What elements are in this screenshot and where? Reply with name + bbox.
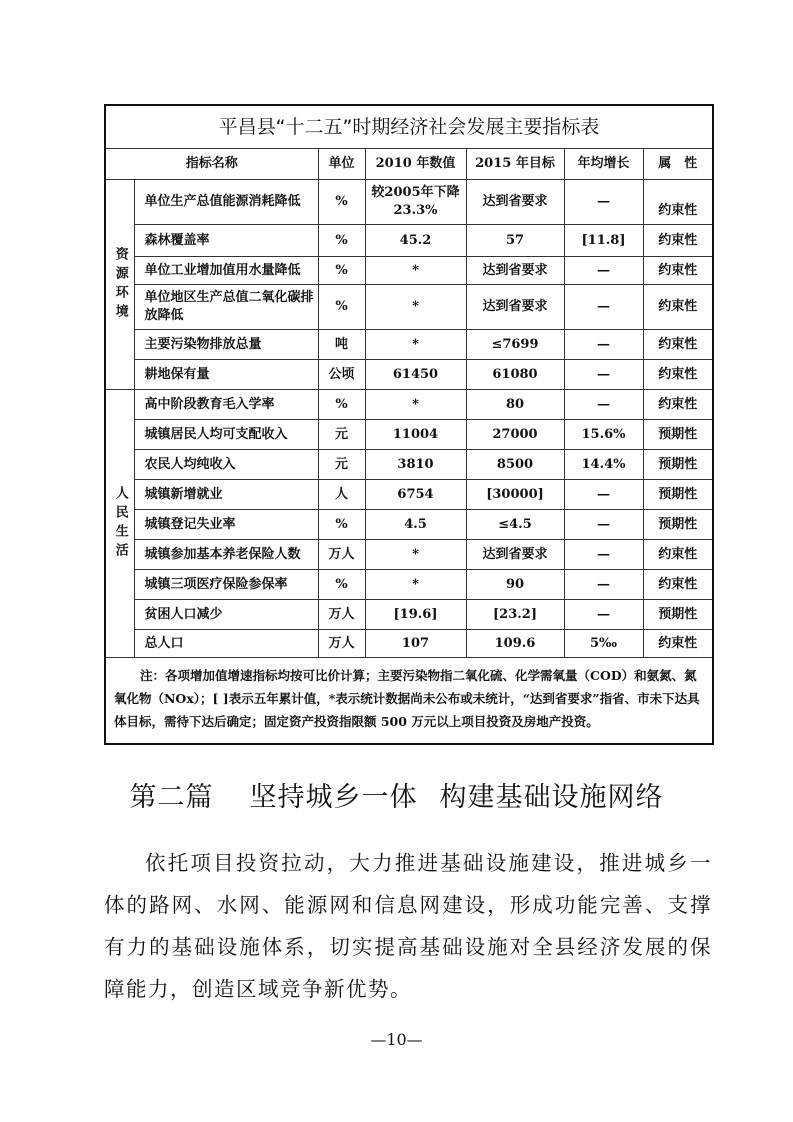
cell-annual-growth: 15.6% bbox=[564, 420, 643, 450]
table-notes: 注：各项增加值增速指标均按可比价计算；主要污染物指二氧化硫、化学需氧量（COD）和氨氮、氮氧化物（NOx）；[ ]表示五年累计值，*表示统计数据尚未公布或未统计，“达到省要求”指省、市未下达具体目标，需待下达后确定；固定资产投资指限额 500 万元以上项目投资及房地产投资。 bbox=[106, 658, 712, 744]
section-heading bbox=[0, 775, 793, 814]
cell-annual-growth: — bbox=[564, 360, 643, 390]
cell-name: 耕地保有量 bbox=[134, 360, 318, 390]
cell-value-2010: 61450 bbox=[365, 360, 466, 390]
table-title: 平昌县“十二五”时期经济社会发展主要指标表 bbox=[106, 106, 712, 149]
cell-value-2010: * bbox=[365, 540, 466, 570]
cell-target-2015: 27000 bbox=[466, 420, 564, 450]
group-cell bbox=[106, 180, 134, 390]
cell-value-2010: 6754 bbox=[365, 480, 466, 510]
cell-unit: 人 bbox=[318, 480, 365, 510]
page-number: —10— bbox=[370, 1030, 423, 1049]
cell-annual-growth: — bbox=[564, 257, 643, 285]
cell-target-2015: 8500 bbox=[466, 450, 564, 480]
cell-value-2010: * bbox=[365, 257, 466, 285]
header-name: 指标名称 bbox=[106, 149, 318, 180]
cell-target-2015: 达到省要求 bbox=[466, 285, 564, 330]
cell-name: 城镇居民人均可支配收入 bbox=[134, 420, 318, 450]
cell-name: 主要污染物排放总量 bbox=[134, 330, 318, 360]
cell-target-2015: 57 bbox=[466, 225, 564, 257]
cell-target-2015: [30000] bbox=[466, 480, 564, 510]
cell-target-2015: 达到省要求 bbox=[466, 180, 564, 225]
table-row bbox=[106, 180, 712, 225]
cell-unit: % bbox=[318, 390, 365, 420]
cell-attribute: 约束性 bbox=[643, 360, 712, 390]
cell-target-2015: 61080 bbox=[466, 360, 564, 390]
cell-attribute: 预期性 bbox=[643, 420, 712, 450]
cell-target-2015: ≤7699 bbox=[466, 330, 564, 360]
cell-value-2010: * bbox=[365, 330, 466, 360]
cell-name: 农民人均纯收入 bbox=[134, 450, 318, 480]
cell-annual-growth: [11.8] bbox=[564, 225, 643, 257]
table-row bbox=[106, 600, 712, 630]
cell-value-2010: 3810 bbox=[365, 450, 466, 480]
cell-unit: % bbox=[318, 285, 365, 330]
cell-value-2010: 45.2 bbox=[365, 225, 466, 257]
cell-attribute: 预期性 bbox=[643, 600, 712, 630]
body-paragraph: 依托项目投资拉动，大力推进基础设施建设，推进城乡一体的路网、水网、能源网和信息网建设，形成功能完善、支撑有力的基础设施体系，切实提高基础设施对全县经济发展的保障能力，创造区域竞争新优势。 bbox=[104, 851, 712, 1001]
cell-target-2015: 达到省要求 bbox=[466, 540, 564, 570]
cell-unit: % bbox=[318, 510, 365, 540]
cell-unit: 元 bbox=[318, 420, 365, 450]
cell-name: 城镇登记失业率 bbox=[134, 510, 318, 540]
cell-unit: 公顷 bbox=[318, 360, 365, 390]
group-cell bbox=[106, 390, 134, 658]
cell-attribute: 约束性 bbox=[643, 285, 712, 330]
indicator-table bbox=[104, 104, 714, 745]
cell-name: 城镇参加基本养老保险人数 bbox=[134, 540, 318, 570]
cell-value-2010: * bbox=[365, 285, 466, 330]
table-header-row bbox=[106, 149, 712, 180]
cell-unit: 万人 bbox=[318, 630, 365, 658]
cell-attribute: 约束性 bbox=[643, 540, 712, 570]
cell-attribute: 约束性 bbox=[643, 225, 712, 257]
cell-unit: 万人 bbox=[318, 600, 365, 630]
table-row bbox=[106, 630, 712, 658]
cell-annual-growth: — bbox=[564, 510, 643, 540]
table-row bbox=[106, 257, 712, 285]
header-2010: 2010 年数值 bbox=[365, 149, 466, 180]
cell-attribute: 约束性 bbox=[643, 257, 712, 285]
table-row bbox=[106, 360, 712, 390]
cell-value-2010: 107 bbox=[365, 630, 466, 658]
cell-target-2015: ≤4.5 bbox=[466, 510, 564, 540]
cell-value-2010: * bbox=[365, 570, 466, 600]
cell-name: 单位生产总值能源消耗降低 bbox=[134, 180, 318, 225]
table-row bbox=[106, 510, 712, 540]
cell-value-2010: [19.6] bbox=[365, 600, 466, 630]
table-row bbox=[106, 330, 712, 360]
cell-target-2015: 达到省要求 bbox=[466, 257, 564, 285]
cell-name: 总人口 bbox=[134, 630, 318, 658]
table-row bbox=[106, 450, 712, 480]
cell-annual-growth: 14.4% bbox=[564, 450, 643, 480]
table-row bbox=[106, 540, 712, 570]
cell-target-2015: [23.2] bbox=[466, 600, 564, 630]
header-unit: 单位 bbox=[318, 149, 365, 180]
table-row bbox=[106, 285, 712, 330]
cell-name: 森林覆盖率 bbox=[134, 225, 318, 257]
group-label: 人民生活 bbox=[112, 485, 128, 562]
cell-name: 城镇新增就业 bbox=[134, 480, 318, 510]
cell-target-2015: 80 bbox=[466, 390, 564, 420]
cell-unit: 吨 bbox=[318, 330, 365, 360]
cell-attribute: 约束性 bbox=[643, 390, 712, 420]
cell-name: 城镇三项医疗保险参保率 bbox=[134, 570, 318, 600]
cell-attribute: 约束性 bbox=[643, 330, 712, 360]
cell-annual-growth: — bbox=[564, 570, 643, 600]
cell-annual-growth: — bbox=[564, 540, 643, 570]
cell-annual-growth: — bbox=[564, 180, 643, 225]
table-row bbox=[106, 225, 712, 257]
cell-unit: 万人 bbox=[318, 540, 365, 570]
table-row bbox=[106, 570, 712, 600]
header-attribute: 属 性 bbox=[643, 149, 712, 180]
cell-annual-growth: — bbox=[564, 480, 643, 510]
cell-name: 单位工业增加值用水量降低 bbox=[134, 257, 318, 285]
cell-annual-growth: — bbox=[564, 285, 643, 330]
cell-unit: % bbox=[318, 570, 365, 600]
header-growth: 年均增长 bbox=[564, 149, 643, 180]
cell-name: 单位地区生产总值二氧化碳排放降低 bbox=[134, 285, 318, 330]
cell-unit: % bbox=[318, 257, 365, 285]
cell-attribute: 约束性 bbox=[643, 570, 712, 600]
table-row bbox=[106, 420, 712, 450]
cell-unit: % bbox=[318, 180, 365, 225]
heading-part: 第二篇 bbox=[129, 782, 214, 813]
cell-target-2015: 109.6 bbox=[466, 630, 564, 658]
cell-value-2010: 较2005年下降23.3% bbox=[365, 180, 466, 225]
heading-title-2: 构建基础设施网络 bbox=[439, 782, 664, 813]
cell-name: 贫困人口减少 bbox=[134, 600, 318, 630]
table-row bbox=[106, 480, 712, 510]
cell-unit: % bbox=[318, 225, 365, 257]
cell-value-2010: 11004 bbox=[365, 420, 466, 450]
cell-value-2010: 4.5 bbox=[365, 510, 466, 540]
cell-attribute: 约束性 bbox=[643, 180, 712, 225]
cell-annual-growth: — bbox=[564, 330, 643, 360]
cell-unit: 元 bbox=[318, 450, 365, 480]
cell-target-2015: 90 bbox=[466, 570, 564, 600]
cell-attribute: 预期性 bbox=[643, 480, 712, 510]
cell-annual-growth: — bbox=[564, 600, 643, 630]
table-row bbox=[106, 390, 712, 420]
cell-annual-growth: — bbox=[564, 390, 643, 420]
header-2015: 2015 年目标 bbox=[466, 149, 564, 180]
group-label: 资源环境 bbox=[112, 246, 128, 323]
heading-title-1: 坚持城乡一体 bbox=[249, 782, 418, 813]
cell-attribute: 预期性 bbox=[643, 450, 712, 480]
cell-name: 高中阶段教育毛入学率 bbox=[134, 390, 318, 420]
cell-value-2010: * bbox=[365, 390, 466, 420]
cell-attribute: 约束性 bbox=[643, 630, 712, 658]
cell-annual-growth: 5‰ bbox=[564, 630, 643, 658]
cell-attribute: 预期性 bbox=[643, 510, 712, 540]
